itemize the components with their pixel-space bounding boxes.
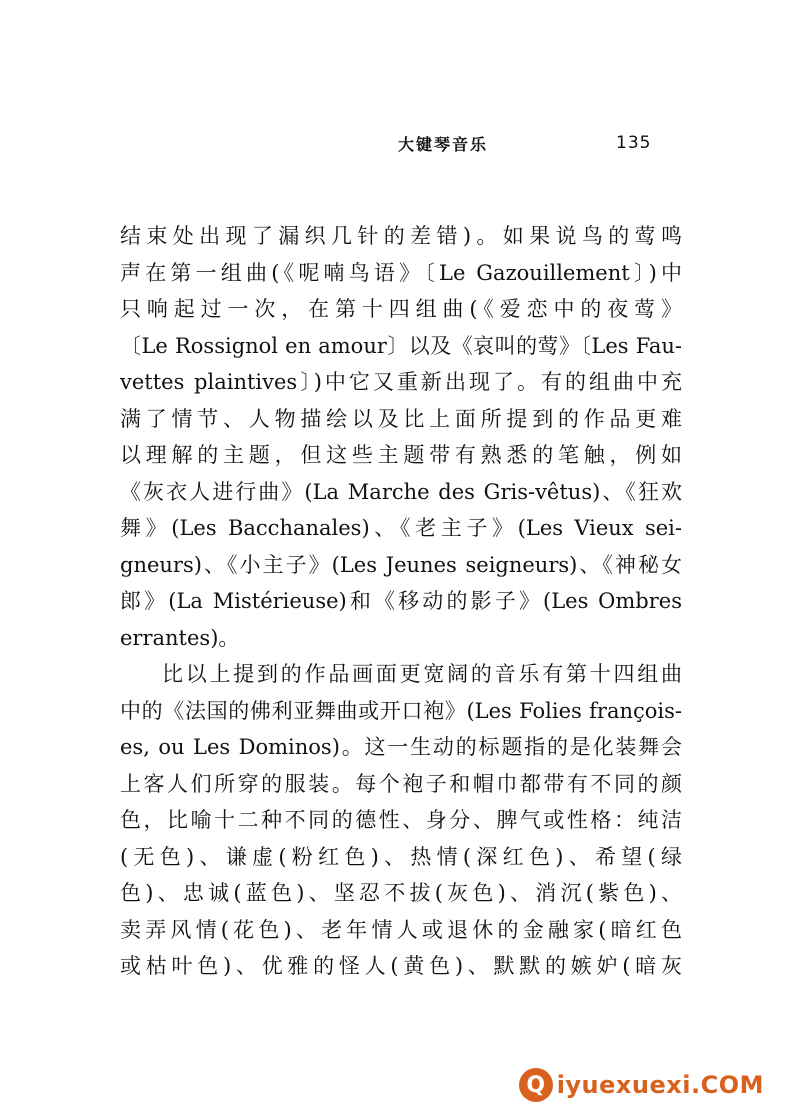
- text-line: 以理解的主题，但这些主题带有熟悉的笔触，例如: [120, 443, 682, 467]
- text-line: 色)、忠诚(蓝色)、坚忍不拔(灰色)、消沉(紫色)、: [120, 881, 682, 905]
- watermark-logo-icon: Q: [519, 1068, 553, 1102]
- text-line: 郎》(La Mistérieuse)和《移动的影子》(Les Ombres: [120, 589, 682, 613]
- text-line: 声在第一组曲(《呢喃鸟语》〔Le Gazouillement〕)中: [120, 260, 682, 285]
- text-line: 卖弄风情(花色)、老年情人或退休的金融家(暗红色: [120, 917, 682, 942]
- text-line: 〔Le Rossignol en amour〕以及《哀叫的莺》〔Les Fau-: [120, 333, 682, 358]
- text-line: 上客人们所穿的服装。每个袍子和帽巾都带有不同的颜: [120, 771, 682, 796]
- text-line: es, ou Les Dominos)。这一生动的标题指的是化装舞会: [120, 735, 682, 759]
- text-line: gneurs)、《小主子》(Les Jeunes seigneurs)、《神秘女: [120, 552, 682, 577]
- page-header: [398, 132, 658, 158]
- site-watermark: [519, 1068, 764, 1102]
- text-line: 或枯叶色)、优雅的怪人(黄色)、默默的嫉妒(暗灰: [120, 954, 682, 978]
- paragraph-2: [120, 656, 682, 985]
- text-line: 满了情节、人物描绘以及比上面所提到的作品更难: [120, 406, 682, 431]
- text-line: 只响起过一次，在第十四组曲(《爱恋中的夜莺》: [120, 297, 682, 321]
- text-line: errantes)。: [120, 625, 240, 650]
- watermark-text: iyuexuexi.COM: [556, 1071, 764, 1099]
- text-line: 结束处出现了漏织几针的差错)。如果说鸟的莺鸣: [120, 224, 682, 248]
- text-line: 舞》(Les Bacchanales)、《老主子》(Les Vieux sei-: [120, 516, 682, 540]
- text-line: 中的《法国的佛利亚舞曲或开口袍》(Les Folies françois-: [120, 698, 682, 723]
- running-title: 大键琴音乐: [398, 135, 489, 154]
- page-number: 135: [616, 133, 652, 153]
- body-text: [120, 218, 682, 985]
- text-line: (无色)、谦虚(粉红色)、热情(深红色)、希望(绿: [120, 844, 682, 869]
- text-line: 色，比喻十二种不同的德性、身分、脾气或性格：纯洁: [120, 808, 682, 832]
- text-line: 比以上提到的作品画面更宽阔的音乐有第十四组曲: [162, 662, 682, 686]
- text-line: 《灰衣人进行曲》(La Marche des Gris-vêtus)、《狂欢: [120, 479, 682, 504]
- text-line: vettes plaintives〕)中它又重新出现了。有的组曲中充: [120, 370, 682, 394]
- paragraph-1: [120, 218, 682, 656]
